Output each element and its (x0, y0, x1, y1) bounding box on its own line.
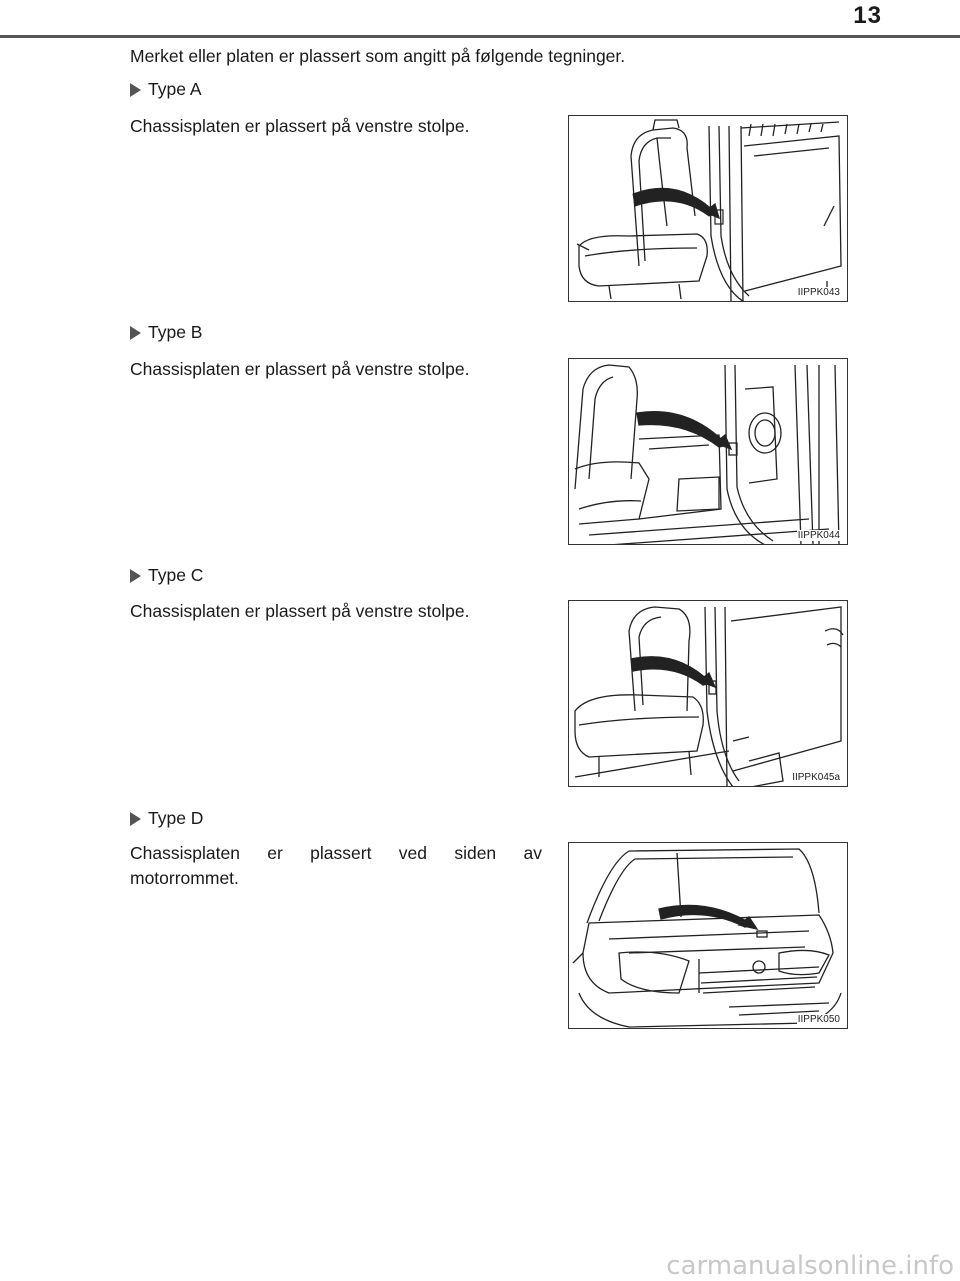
type-c-figure (568, 600, 848, 787)
triangle-bullet-icon (130, 83, 141, 97)
triangle-bullet-icon (130, 569, 141, 583)
type-b-figure-code: IIPPK044 (797, 530, 840, 541)
type-a-figure-code: IIPPK043 (797, 287, 840, 298)
header-rule (0, 35, 960, 38)
triangle-bullet-icon (130, 812, 141, 826)
page-number: 13 (853, 2, 882, 29)
triangle-bullet-icon (130, 326, 141, 340)
type-a-figure (568, 115, 848, 302)
type-a-heading (130, 79, 202, 100)
type-c-heading (130, 565, 203, 586)
type-d-heading (130, 808, 203, 829)
type-b-label: Type B (148, 322, 203, 342)
type-d-label: Type D (148, 808, 204, 828)
type-a-label: Type A (148, 79, 202, 99)
type-d-description: Chassisplaten er plassert ved siden av motorrommet. (130, 843, 542, 888)
type-b-figure (568, 358, 848, 545)
type-d-figure-code: IIPPK050 (797, 1014, 840, 1025)
type-d-figure (568, 842, 848, 1029)
type-a-description: Chassisplaten er plassert på venstre stolpe. (130, 116, 470, 136)
type-c-description: Chassisplaten er plassert på venstre stolpe. (130, 601, 470, 621)
type-c-figure-code: IIPPK045a (792, 772, 840, 783)
type-c-label: Type C (148, 565, 204, 585)
type-b-description: Chassisplaten er plassert på venstre stolpe. (130, 359, 470, 379)
watermark-text: carmanualsonline.info (666, 1251, 954, 1281)
type-b-heading (130, 322, 202, 343)
intro-text: Merket eller platen er plassert som angitt på følgende tegninger. (130, 46, 626, 66)
